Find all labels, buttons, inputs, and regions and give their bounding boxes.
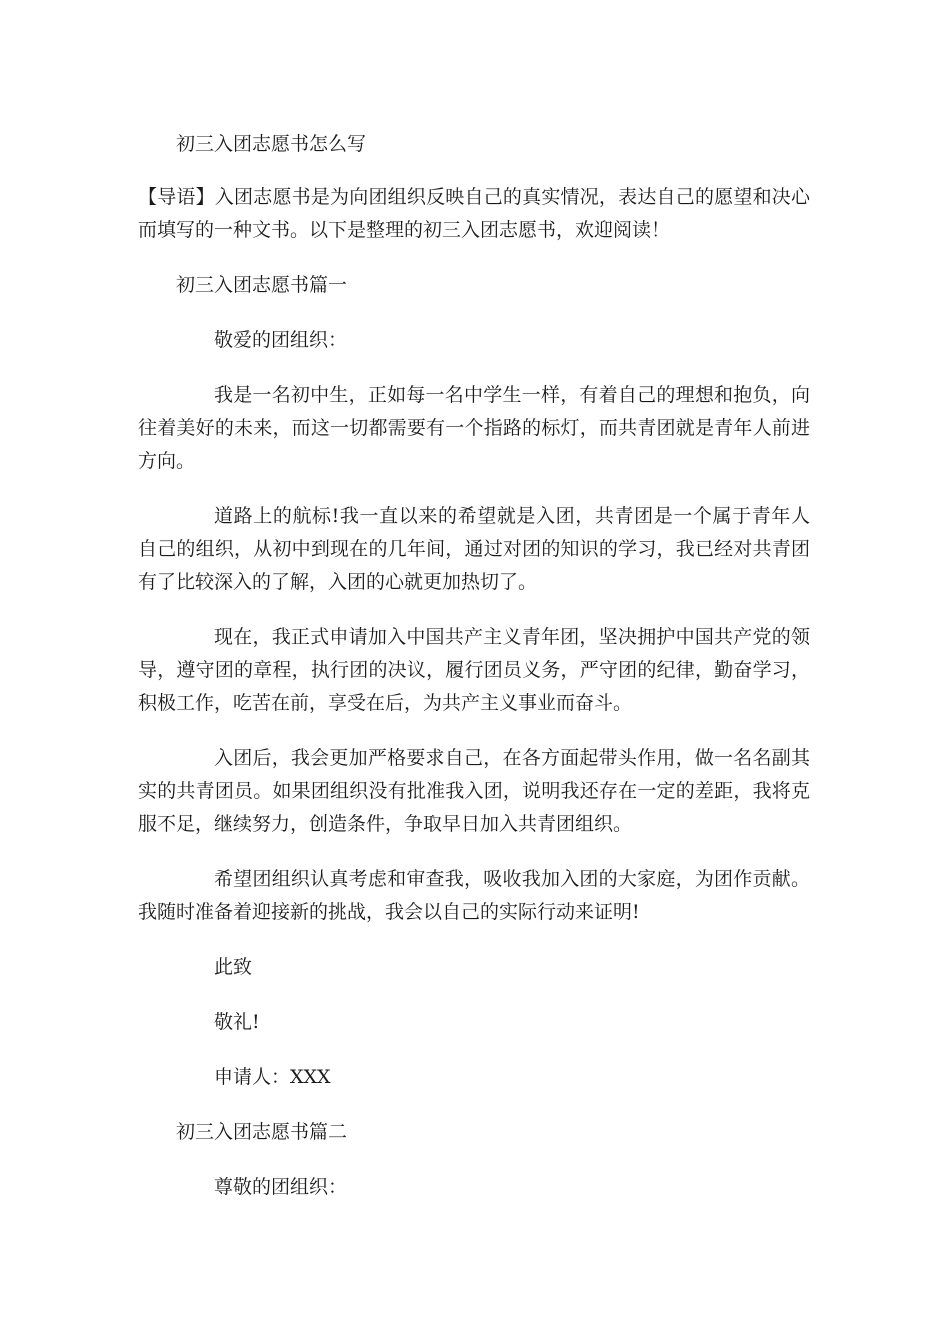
section1-applicant: 申请人：XXX [214,1066,331,1088]
section1-paragraph-3: 现在，我正式申请加入中国共产主义青年团，坚决拥护中国共产党的领导，遵守团的章程，执行团的决议，履行团员义务，严守团的纪律，勤奋学习，积极工作，吃苦在前，享受在后，为共产主义事业而奋斗。 [138,626,810,714]
section1-paragraph-2: 道路上的航标!我一直以来的希望就是入团，共青团是一个属于青年人自己的组织，从初中到现在的几年间，通过对团的知识的学习，我已经对共青团有了比较深入的了解，入团的心就更加热切了。 [138,505,810,593]
section2-salutation: 尊敬的团组织： [214,1176,348,1198]
intro-paragraph: 【导语】入团志愿书是为向团组织反映自己的真实情况，表达自己的愿望和决心而填写的一种文书。以下是整理的初三入团志愿书，欢迎阅读！ [138,186,810,241]
section1-paragraph-4: 入团后，我会更加严格要求自己，在各方面起带头作用，做一名名副其实的共青团员。如果团组织没有批准我入团，说明我还存在一定的差距，我将克服不足，继续努力，创造条件，争取早日加入共青团组织。 [138,747,810,835]
document-title: 初三入团志愿书怎么写 [176,133,367,155]
section1-closing-2: 敬礼! [214,1011,260,1033]
section1-closing-1: 此致 [214,956,253,978]
document-body [138,128,810,1204]
section1-heading: 初三入团志愿书篇一 [176,274,348,296]
section1-salutation: 敬爱的团组织： [214,329,348,351]
section1-paragraph-5: 希望团组织认真考虑和审查我，吸收我加入团的大家庭，为团作贡献。我随时准备着迎接新的挑战，我会以自己的实际行动来证明! [138,868,810,923]
section1-paragraph-1: 我是一名初中生，正如每一名中学生一样，有着自己的理想和抱负，向往着美好的未来，而这一切都需要有一个指路的标灯，而共青团就是青年人前进方向。 [138,384,810,472]
section2-heading: 初三入团志愿书篇二 [176,1121,348,1143]
